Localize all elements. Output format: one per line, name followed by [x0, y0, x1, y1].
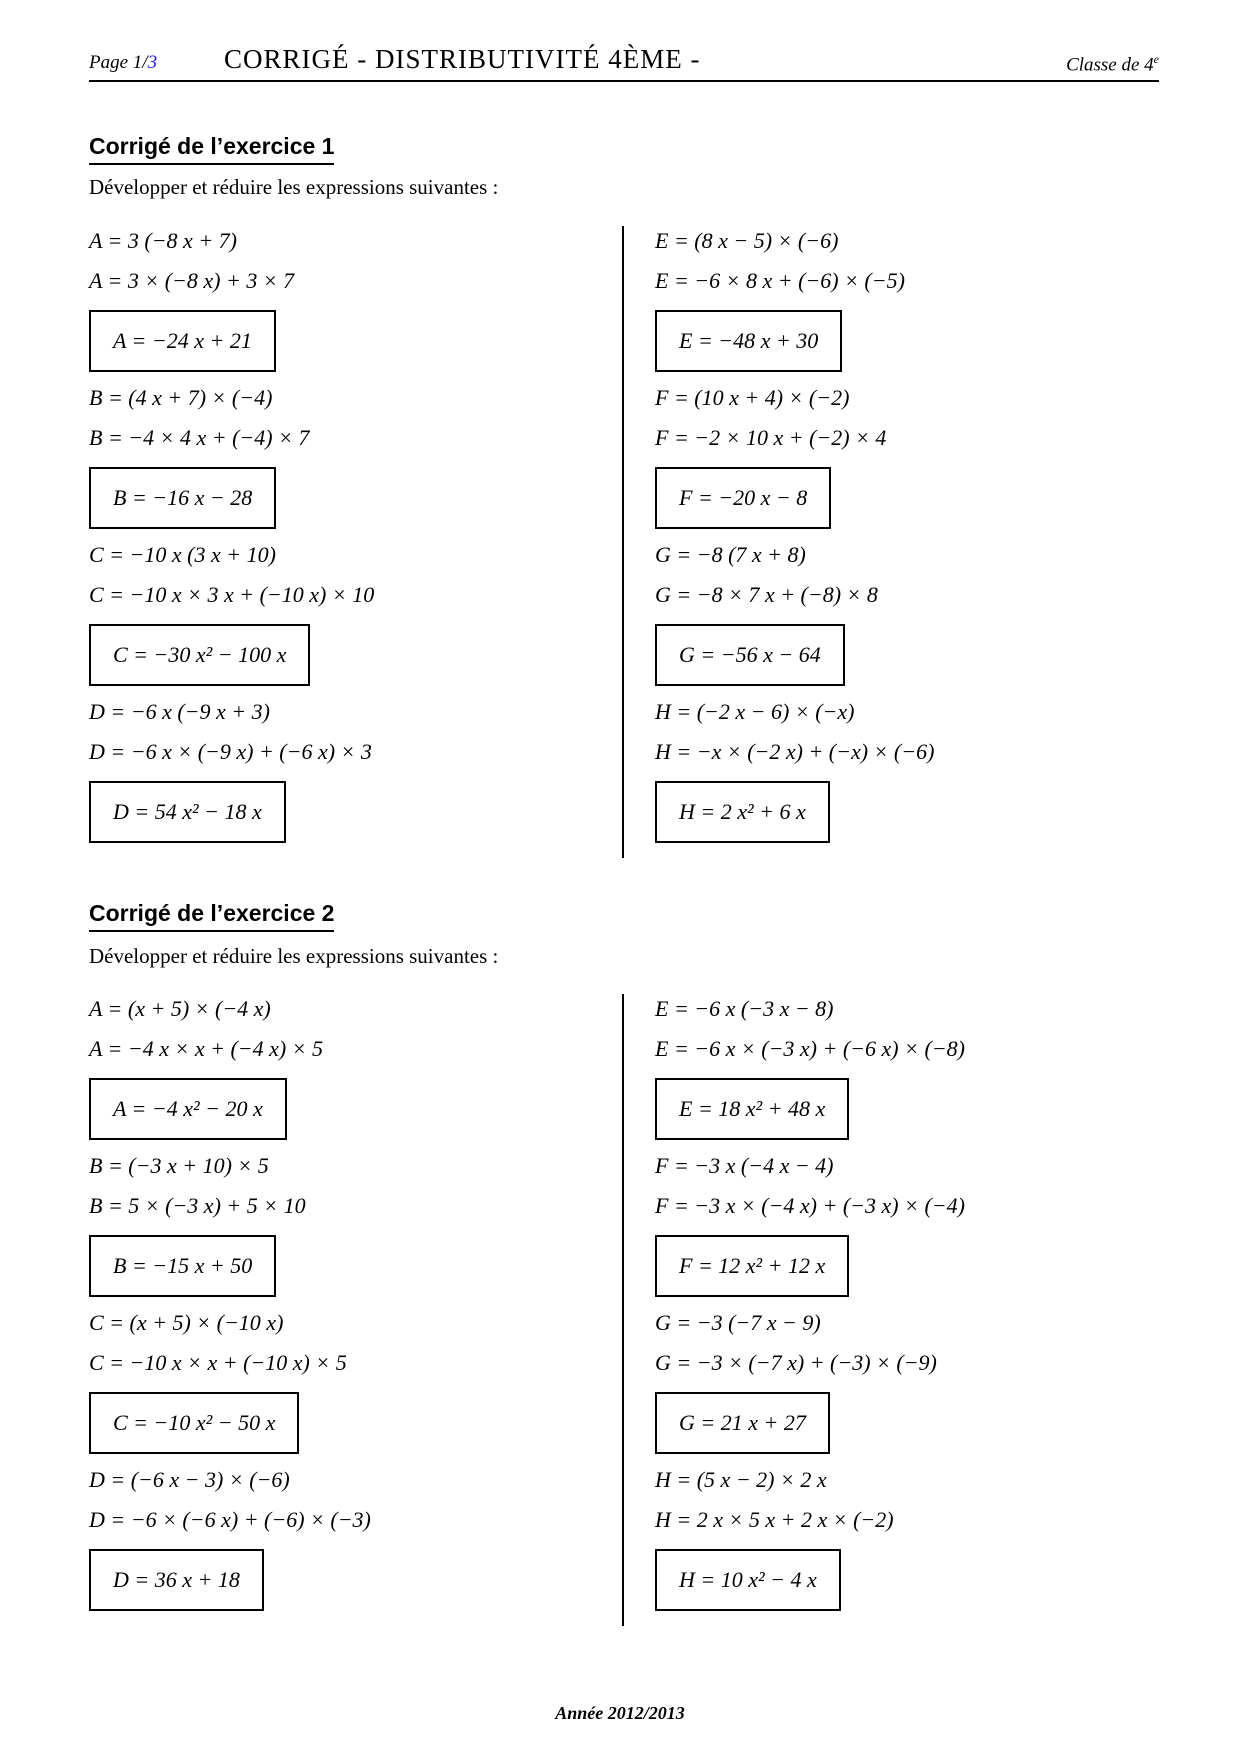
expression: H = (−2 x − 6) × (−x) — [655, 699, 855, 724]
expression-block — [655, 1310, 1095, 1467]
expansion-step: E = −6 × 8 x + (−6) × (−5) — [655, 268, 905, 293]
expansion-step: E = −6 x × (−3 x) + (−6 x) × (−8) — [655, 1036, 965, 1061]
boxed-result: F = 12 x² + 12 x — [655, 1235, 849, 1297]
expansion-step: F = −2 × 10 x + (−2) × 4 — [655, 425, 887, 450]
expression: A = (x + 5) × (−4 x) — [89, 996, 271, 1021]
expression: F = (10 x + 4) × (−2) — [655, 385, 850, 410]
expression: E = (8 x − 5) × (−6) — [655, 228, 839, 253]
boxed-result: D = 54 x² − 18 x — [89, 781, 286, 843]
expansion-step: D = −6 × (−6 x) + (−6) × (−3) — [89, 1507, 371, 1532]
expression: B = (−3 x + 10) × 5 — [89, 1153, 269, 1178]
expression: F = −3 x (−4 x − 4) — [655, 1153, 834, 1178]
expression: A = 3 (−8 x + 7) — [89, 228, 237, 253]
class-label: Classe de 4e — [1066, 52, 1159, 76]
exercise-2-title: Corrigé de l’exercice 2 — [89, 900, 334, 932]
boxed-result: H = 2 x² + 6 x — [655, 781, 830, 843]
boxed-result: G = 21 x + 27 — [655, 1392, 830, 1454]
expansion-step: G = −8 × 7 x + (−8) × 8 — [655, 582, 878, 607]
boxed-result: F = −20 x − 8 — [655, 467, 831, 529]
expression-block — [655, 1467, 1095, 1624]
expansion-step: G = −3 × (−7 x) + (−3) × (−9) — [655, 1350, 937, 1375]
expression: G = −8 (7 x + 8) — [655, 542, 806, 567]
expression: D = (−6 x − 3) × (−6) — [89, 1467, 290, 1492]
expansion-step: B = −4 × 4 x + (−4) × 7 — [89, 425, 310, 450]
expansion-step: C = −10 x × 3 x + (−10 x) × 10 — [89, 582, 375, 607]
expansion-step: H = 2 x × 5 x + 2 x × (−2) — [655, 1507, 894, 1532]
page-total-link[interactable]: 3 — [147, 52, 158, 73]
document-title: CORRIGÉ - DISTRIBUTIVITÉ 4ÈME - — [224, 44, 701, 74]
exercise-1-right-column — [655, 228, 1095, 856]
expression-block — [89, 385, 529, 542]
exercise-1-instruction: Développer et réduire les expressions suivantes : — [89, 175, 499, 199]
boxed-result: D = 36 x + 18 — [89, 1549, 264, 1611]
expression: E = −6 x (−3 x − 8) — [655, 996, 834, 1021]
expression: C = (x + 5) × (−10 x) — [89, 1310, 284, 1335]
exercise-2-right-column — [655, 996, 1095, 1624]
expression-block — [655, 699, 1095, 856]
boxed-result: B = −15 x + 50 — [89, 1235, 276, 1297]
boxed-result: C = −30 x² − 100 x — [89, 624, 310, 686]
expression-block — [89, 1310, 529, 1467]
expression-block — [89, 1153, 529, 1310]
expansion-step: H = −x × (−2 x) + (−x) × (−6) — [655, 739, 935, 764]
boxed-result: B = −16 x − 28 — [89, 467, 276, 529]
column-divider — [622, 994, 624, 1626]
expression-block — [655, 385, 1095, 542]
exercise-2-instruction: Développer et réduire les expressions suivantes : — [89, 944, 499, 968]
expansion-step: F = −3 x × (−4 x) + (−3 x) × (−4) — [655, 1193, 965, 1218]
exercise-2-left-column — [89, 996, 529, 1624]
column-divider — [622, 226, 624, 858]
boxed-result: E = −48 x + 30 — [655, 310, 842, 372]
expression-block — [89, 996, 529, 1153]
expansion-step: A = −4 x × x + (−4 x) × 5 — [89, 1036, 324, 1061]
page-footer: Année 2012/2013 — [555, 1703, 685, 1723]
expression-block — [655, 996, 1095, 1153]
boxed-result: H = 10 x² − 4 x — [655, 1549, 841, 1611]
expression-block — [89, 699, 529, 856]
expression: C = −10 x (3 x + 10) — [89, 542, 276, 567]
expression-block — [89, 228, 529, 385]
expression: H = (5 x − 2) × 2 x — [655, 1467, 827, 1492]
boxed-result: G = −56 x − 64 — [655, 624, 845, 686]
expansion-step: B = 5 × (−3 x) + 5 × 10 — [89, 1193, 306, 1218]
boxed-result: A = −4 x² − 20 x — [89, 1078, 287, 1140]
page-number: Page 1/3 — [89, 52, 158, 73]
page-header — [89, 42, 1159, 82]
boxed-result: C = −10 x² − 50 x — [89, 1392, 299, 1454]
expansion-step: A = 3 × (−8 x) + 3 × 7 — [89, 268, 295, 293]
exercise-1-left-column — [89, 228, 529, 856]
expression: B = (4 x + 7) × (−4) — [89, 385, 273, 410]
expression-block — [89, 542, 529, 699]
expression-block — [655, 1153, 1095, 1310]
boxed-result: A = −24 x + 21 — [89, 310, 276, 372]
expression: G = −3 (−7 x − 9) — [655, 1310, 821, 1335]
expression: D = −6 x (−9 x + 3) — [89, 699, 270, 724]
boxed-result: E = 18 x² + 48 x — [655, 1078, 849, 1140]
exercise-1-title: Corrigé de l’exercice 1 — [89, 133, 334, 165]
expansion-step: C = −10 x × x + (−10 x) × 5 — [89, 1350, 347, 1375]
expansion-step: D = −6 x × (−9 x) + (−6 x) × 3 — [89, 739, 372, 764]
expression-block — [89, 1467, 529, 1624]
expression-block — [655, 228, 1095, 385]
expression-block — [655, 542, 1095, 699]
